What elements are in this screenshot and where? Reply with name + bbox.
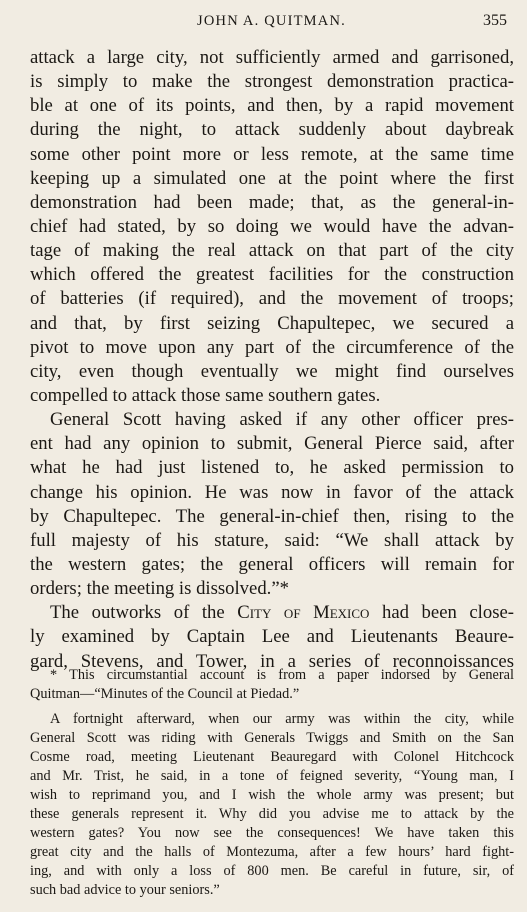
footnote-line: wish to reprimand you, and I wish the whole army was present; but — [30, 787, 514, 803]
body-line: General Scott having asked if any other officer pres- — [50, 409, 514, 431]
footnote-line: * This circumstantial account is from a paper indorsed by General — [50, 667, 514, 683]
body-line: pivot to move upon any part of the circumference of the — [30, 336, 514, 358]
body-line: what he had just listened to, he asked permission to — [30, 457, 514, 479]
footnote-line: great city and the halls of Montezuma, after a few hours’ hard fight- — [30, 844, 514, 860]
footnotes — [30, 666, 514, 900]
page-number: 355 — [483, 12, 507, 29]
running-head — [30, 12, 513, 32]
body-line: ble at one of its points, and then, by a rapid movement — [30, 95, 514, 117]
body-line: chief had stated, by so doing we would have the advan- — [30, 215, 514, 237]
body-line: and that, by first seizing Chapultepec, we secured a — [30, 312, 514, 334]
footnote-line: General Scott was riding with Generals Twiggs and Smith on the San — [30, 730, 514, 746]
body-line: compelled to attack those same southern gates. — [30, 384, 381, 406]
body-line: demonstration had been made; that, as the general-in- — [30, 191, 514, 213]
body-line: ent had any opinion to submit, General Pierce said, after — [30, 433, 514, 455]
running-title: JOHN A. QUITMAN. — [197, 13, 346, 29]
body-line: city, even though eventually we might find ourselves — [30, 360, 514, 382]
city-of-mexico-smallcaps: City of Mexico — [237, 602, 370, 624]
body-line: of batteries (if required), and the movement of troops; — [30, 288, 514, 310]
footnote-line: ing, and with only a loss of 800 men. Be careful in future, sir, of — [30, 863, 514, 879]
body-line: full majesty of his stature, said: “We shall attack by — [30, 529, 514, 551]
footnote-line: such bad advice to your seniors.” — [30, 882, 220, 898]
body-line: gard, Stevens, and Tower, in a series of reconnoissances — [30, 650, 514, 672]
footnote-line: A fortnight afterward, when our army was within the city, while — [50, 711, 514, 727]
body-line: some other point more or less remote, at the same time — [30, 143, 514, 165]
body-line: change his opinion. He was now in favor of the attack — [30, 481, 514, 503]
body-line: attack a large city, not sufficiently armed and garrisoned, — [30, 47, 514, 68]
body-line: keeping up a simulated one at the point where the first — [30, 167, 514, 189]
body-line: the western gates; the general officers will remain for — [30, 553, 514, 575]
body-line: tage of making the real attack on that part of the city — [30, 240, 514, 262]
body-line: which offered the greatest facilities for the construction — [30, 264, 514, 286]
body-line-part: had been close- — [369, 602, 515, 624]
body-text — [30, 46, 514, 674]
footnote-line: these generals represent it. Why did you advise me to attack by the — [30, 806, 514, 822]
body-line: is simply to make the strongest demonstration practica- — [30, 71, 514, 93]
body-line — [30, 601, 514, 625]
footnote-line: western gates? You now see the consequences! We have taken this — [30, 825, 514, 841]
footnote-line: Cosme road, meeting Lieutenant Beauregard with Colonel Hitchcock — [30, 749, 514, 765]
body-line: ly examined by Captain Lee and Lieutenants Beaure- — [30, 626, 514, 648]
body-line: during the night, to attack suddenly about daybreak — [30, 119, 514, 141]
body-line: orders; the meeting is dissolved.”* — [30, 578, 289, 600]
body-line: by Chapultepec. The general-in-chief then, rising to the — [30, 505, 514, 527]
footnote-line: and Mr. Trist, he said, in a tone of feigned severity, “Young man, I — [30, 768, 514, 784]
footnote-line: Quitman—“Minutes of the Council at Piedad.” — [30, 686, 300, 702]
body-line-part: The outworks of the — [50, 602, 238, 624]
